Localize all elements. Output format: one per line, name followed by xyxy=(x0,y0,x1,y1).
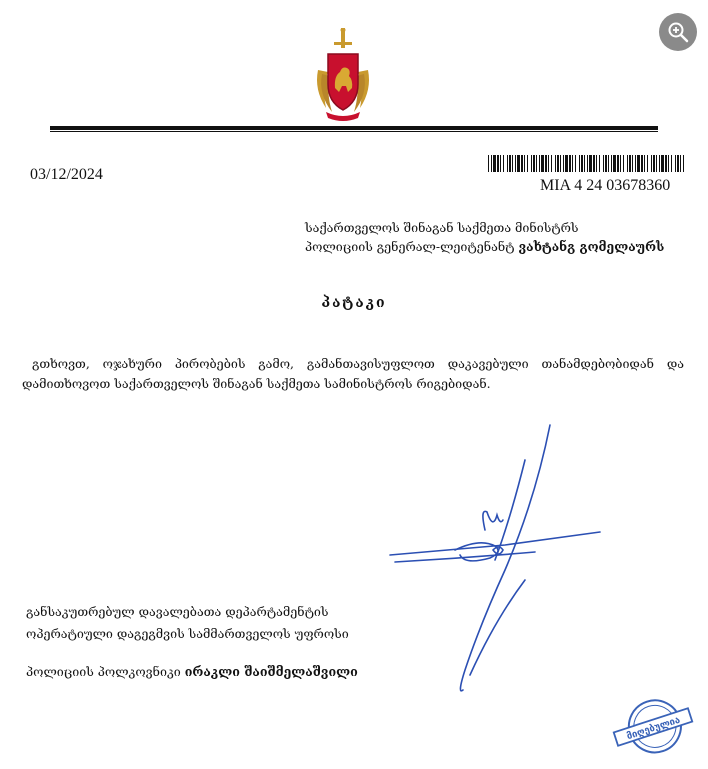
barcode-bar xyxy=(512,155,513,172)
barcode-bar xyxy=(603,155,604,172)
barcode-bar xyxy=(507,155,508,172)
sender-line-1: განსაკუთრებულ დავალებათა დეპარტამენტის xyxy=(26,604,329,619)
barcode-bar xyxy=(575,155,576,172)
body-line-2: დამითხოვოთ საქართველოს შინაგან საქმეთა სამინისტროს რიგებიდან. xyxy=(22,376,491,391)
barcode-bar xyxy=(596,155,597,172)
barcode-bar xyxy=(613,155,616,172)
received-stamp xyxy=(612,697,694,757)
header-rule-thin xyxy=(50,131,658,132)
barcode-bar xyxy=(675,155,676,172)
barcode-bar xyxy=(589,155,592,172)
barcode-bar xyxy=(524,155,525,172)
barcode-bar xyxy=(651,155,652,172)
barcode-bar xyxy=(644,155,645,172)
barcode-bar xyxy=(608,155,609,172)
barcode-bar xyxy=(497,155,499,172)
addressee-line-1: საქართველოს შინაგან საქმეთა მინისტრს xyxy=(305,220,579,235)
barcode-bar xyxy=(635,155,636,172)
barcode-bar xyxy=(599,155,600,172)
barcode-bar xyxy=(563,155,564,172)
barcode-bar xyxy=(533,155,535,172)
registration-number: MIA 4 24 03678360 xyxy=(540,177,671,194)
addressee-line-2 xyxy=(305,239,664,254)
sender-name: ირაკლი შაიშმელაშვილი xyxy=(184,664,358,679)
barcode-bar xyxy=(620,155,621,172)
barcode-bar xyxy=(548,155,549,172)
barcode-bar xyxy=(565,155,568,172)
barcode-bar xyxy=(527,155,528,172)
barcode-bar xyxy=(611,155,612,172)
barcode-bar xyxy=(587,155,588,172)
barcode-bar xyxy=(632,155,633,172)
barcode-bar xyxy=(569,155,571,172)
barcode-bar xyxy=(491,155,492,172)
barcode-bar xyxy=(680,155,681,172)
body-paragraph xyxy=(22,354,684,394)
zoom-in-icon xyxy=(667,21,689,43)
barcode-bar xyxy=(541,155,544,172)
barcode-bar xyxy=(637,155,640,172)
barcode-bar xyxy=(551,155,552,172)
addressee-name: ვახტანგ გომელაურს xyxy=(518,239,665,254)
barcode-bar xyxy=(617,155,619,172)
barcode-bar xyxy=(581,155,583,172)
zoom-in-button[interactable] xyxy=(659,13,697,51)
barcode-bar xyxy=(653,155,655,172)
barcode-bar xyxy=(677,155,679,172)
barcode xyxy=(488,155,684,172)
barcode-bar xyxy=(488,155,489,172)
barcode-bar xyxy=(517,155,520,172)
barcode-bar xyxy=(555,155,556,172)
barcode-bar xyxy=(683,155,684,172)
sender-rank: პოლიციის პოლკოვნიკი xyxy=(26,664,181,679)
barcode-bar xyxy=(500,155,501,172)
sender-line-3 xyxy=(26,664,358,679)
barcode-bar xyxy=(572,155,573,172)
stamp-text: მიღებულია xyxy=(625,714,682,743)
barcode-bar xyxy=(659,155,660,172)
barcode-bar xyxy=(539,155,540,172)
handwritten-signature xyxy=(385,420,615,710)
barcode-bar xyxy=(668,155,669,172)
header-rule xyxy=(50,126,658,130)
barcode-bar xyxy=(661,155,664,172)
barcode-bar xyxy=(671,155,672,172)
barcode-bar xyxy=(629,155,631,172)
body-line-1: გთხოვთ, ოჯახური პირობების გამო, გამანთავისუფლოთ დაკავებული თანამდებობიდან და xyxy=(32,356,684,371)
addressee-rank: პოლიციის გენერალ-ლეიტენანტ xyxy=(305,239,515,254)
barcode-bar xyxy=(665,155,667,172)
barcode-bar xyxy=(656,155,657,172)
barcode-bar xyxy=(623,155,624,172)
barcode-bar xyxy=(579,155,580,172)
barcode-bar xyxy=(509,155,511,172)
barcode-bar xyxy=(584,155,585,172)
barcode-bar xyxy=(503,155,504,172)
barcode-bar xyxy=(560,155,561,172)
ministry-emblem-icon xyxy=(312,28,374,124)
barcode-bar xyxy=(557,155,559,172)
barcode-bar xyxy=(521,155,523,172)
barcode-bar xyxy=(647,155,648,172)
document-title: პატაკი xyxy=(321,295,387,311)
barcode-bar xyxy=(531,155,532,172)
document-date: 03/12/2024 xyxy=(30,166,103,183)
barcode-bar xyxy=(593,155,595,172)
barcode-bar xyxy=(545,155,547,172)
barcode-bar xyxy=(536,155,537,172)
sender-line-2: ოპერატიული დაგეგმვის სამმართველოს უფროსი xyxy=(26,626,349,641)
barcode-bar xyxy=(493,155,496,172)
barcode-bar xyxy=(605,155,607,172)
barcode-bar xyxy=(641,155,643,172)
barcode-bar xyxy=(627,155,628,172)
barcode-bar xyxy=(515,155,516,172)
